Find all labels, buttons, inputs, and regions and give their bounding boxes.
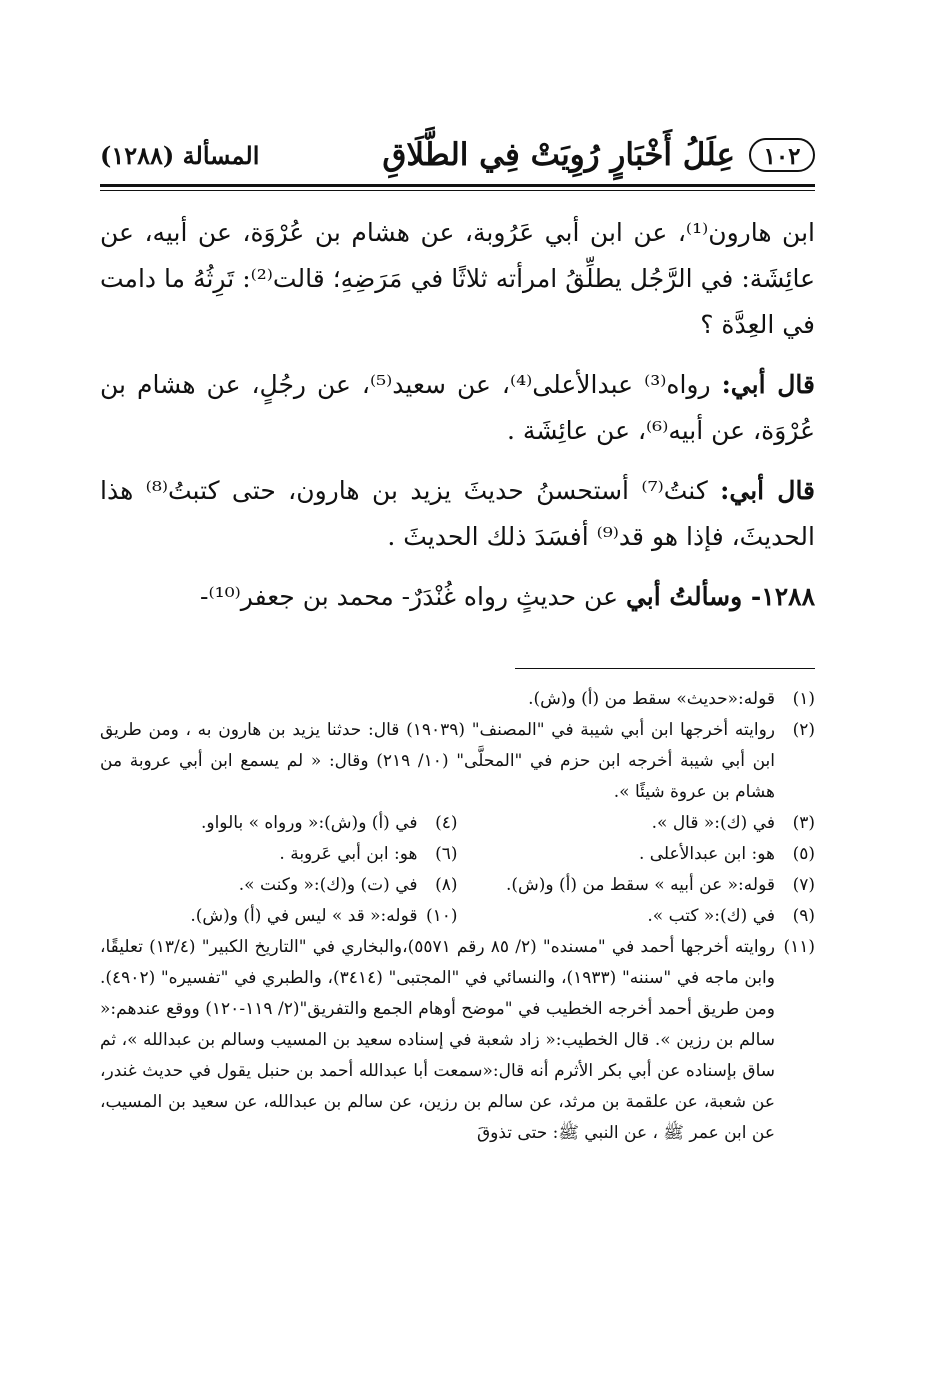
footnotes [100,684,815,1149]
footnote-text: قوله:« عن أبيه » سقط من (أ) و(ش). [506,875,775,895]
footnote-text: روايته أخرجها أحمد في "مسنده" (٢/ ٨٥ رقم ٥٥٧١)،والبخاري في "التاريخ الكبير" (١٣/٤) تعليقًا، وابن ماجه في "سننه" (١٩٣٣)، والنسائي في "المجتبى" (٣٤١٤)، والطبري في "تفسيره" (٤٩٠٢). ومن طريق أحمد أخرجه الخطيب في "موضح أوهام الجمع والتفريق"(٢/ ١١٩-١٢٠) ووقع عندهم:« سالم بن رزين ». قال الخطيب:« زاد شعبة في إسناده سعيد بن المسيب وسالم بن عبدالله »، ثم ساق بإسناده عن أبي بكر الأثرم أنه قال:«سمعت أبا عبدالله أحمد بن حنبل يقول في حديث غندر، عن شعبة، عن علقمة بن مرثد، عن سالم بن رزين، عن سالم بن عبدالله، عن سعيد بن المسيب، عن ابن عمر ﷺ ، عن النبي ﷺ: حتى تذوقَ [100,937,775,1143]
footnote-text: في (ت) و(ك):« وكنت ». [238,875,418,895]
footnote-2 [100,715,815,808]
footnote-number: (٤) [435,813,458,833]
footnote-number: (٨) [435,875,458,895]
paragraph-2-lead: قال أبي: [721,370,816,399]
footnote-number: (٩) [792,906,815,926]
paragraph-1-text: ابن هارون⁽¹⁾، عن ابن أبي عَرُوبة، عن هشام بن عُرْوَة، عن أبيه، عن عائِشَة: في الرَّجُل يطلِّقُ امرأته ثلاثًا في مَرَضِهِ؛ قالت⁽²⁾: تَرِثُهُ ما دامت في العِدَّة ؟ [100,218,815,339]
footnote-1 [100,684,815,715]
footnote-number: (٢) [792,720,815,740]
footnote-text: في (أ) و(ش):« ورواه » بالواو. [200,813,418,833]
footnote-text: هو: ابن أبي عَروبة . [279,844,418,864]
footnote-6 [100,839,458,870]
footnote-number: (١٠) [425,906,458,926]
footnote-number: (٧) [792,875,815,895]
main-text [100,210,815,634]
paragraph-4-lead: ١٢٨٨- وسألتُ أبي [625,582,815,611]
page-header [100,132,815,182]
footnote-pair-5-6 [100,839,815,870]
footnote-number: (١) [792,689,815,709]
issue-label: المسألة (١٢٨٨) [100,141,260,170]
footnote-4 [100,808,458,839]
footnote-9 [458,901,816,932]
footnote-text: قوله:«حديث» سقط من (أ) و(ش). [528,689,775,709]
footnote-10 [100,901,458,932]
paragraph-2 [100,362,815,454]
footnote-text: روايته أخرجها ابن أبي شيبة في "المصنف" (١٩٠٣٩) قال: حدثنا يزيد بن هارون به ، ومن طريق ابن أبي شيبة أخرجه ابن حزم في "المحلَّى" (١٠/ ٢١٩) وقال: « لم يسمع ابن أبي عروبة من هشام بن عروة شيئًا ». [100,720,775,802]
footnote-number: (٦) [435,844,458,864]
page-number-badge: ١٠٢ [749,138,815,172]
footnote-number: (٥) [792,844,815,864]
header-rule-thick [100,184,815,187]
header-rule-thin [100,190,815,191]
paragraph-3-text: كنتُ⁽⁷⁾ أستحسنُ حديثَ يزيد بن هارون، حتى كتبتُ⁽⁸⁾ هذا الحديثَ، فإذا هو قد⁽⁹⁾ أفسَدَ ذلك الحديثَ . [100,476,815,551]
footnote-text: قوله:« قد » ليس في (أ) و(ش). [190,906,418,926]
footnote-11 [100,932,815,1149]
book-title: عِلَلُ أَخْبَارٍ رُوِيَتْ فِي الطَّلَاقِ [382,137,735,173]
paragraph-1 [100,210,815,348]
footnote-separator [100,668,815,684]
paragraph-3-lead: قال أبي: [720,476,816,505]
footnote-text: هو: ابن عبدالأعلى . [638,844,775,864]
footnote-7 [458,870,816,901]
footnote-pair-3-4 [100,808,815,839]
footnote-3 [458,808,816,839]
paragraph-2-text: رواه⁽³⁾ عبدالأعلى⁽⁴⁾، عن سعيد⁽⁵⁾، عن رجُلٍ، عن هشام بن عُرْوَة، عن أبيه⁽⁶⁾، عن عائِشَة . [100,370,815,445]
footnote-rule [515,668,815,669]
footnote-text: في (ك):« كتب ». [647,906,775,926]
paragraph-4 [100,574,815,620]
footnote-8 [100,870,458,901]
footnote-number: (١١) [783,937,815,957]
footnote-5 [458,839,816,870]
paragraph-4-text: عن حديثٍ رواه غُنْدَرٌ- محمد بن جعفر⁽¹⁰⁾- [200,582,626,611]
footnote-number: (٣) [792,813,815,833]
footnote-pair-9-10 [100,901,815,932]
paragraph-3 [100,468,815,560]
footnote-pair-7-8 [100,870,815,901]
footnote-text: في (ك):« قال ». [651,813,775,833]
